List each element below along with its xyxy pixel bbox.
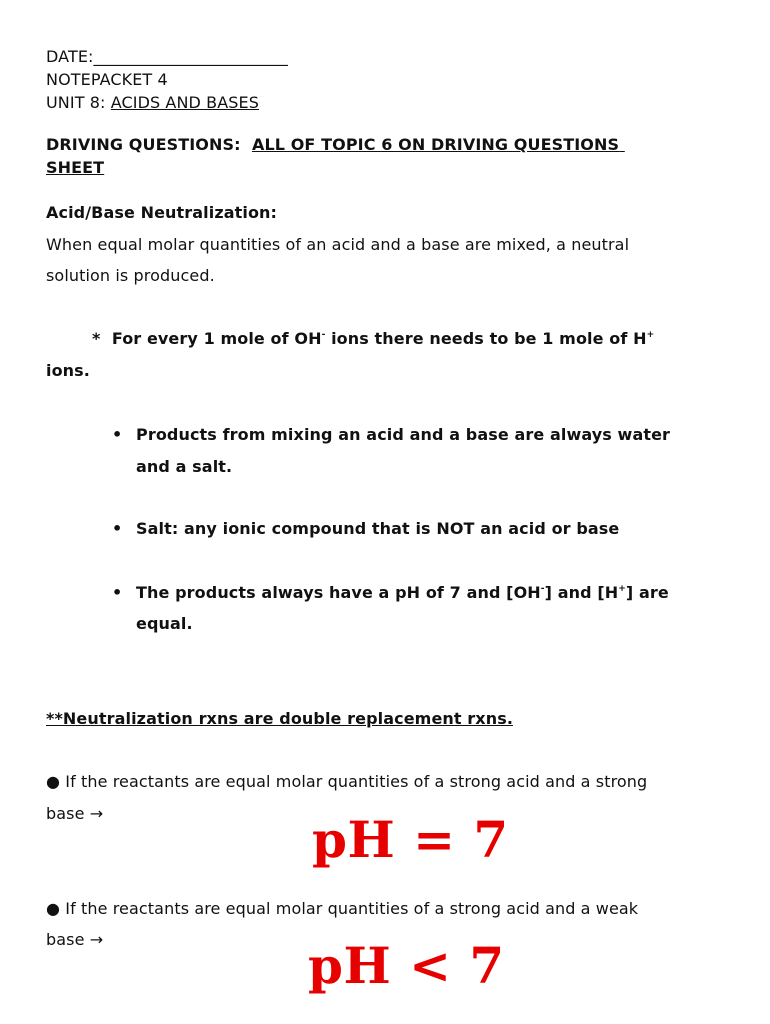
bullet-icon: •	[112, 583, 123, 602]
mole-ratio-note-cont: ions.	[46, 361, 90, 380]
section-body-line1: When equal molar quantities of an acid and a base are mixed, a neutral	[46, 235, 630, 254]
bullet-icon: •	[112, 519, 123, 538]
case-strong-weak-line2: base →	[46, 930, 104, 949]
bullet-products-line1: Products from mixing an acid and a base are always water	[136, 425, 671, 444]
driving-questions-line	[46, 135, 625, 154]
neutralization-heading: **Neutralization rxns are double replacement rxns.	[46, 709, 514, 728]
case-strong-strong-line1: ● If the reactants are equal molar quantities of a strong acid and a strong	[46, 772, 648, 791]
unit-prefix: UNIT 8:	[46, 93, 111, 112]
bullet-salt: Salt: any ionic compound that is NOT an acid or base	[136, 519, 620, 538]
driving-questions-link-cont: SHEET	[46, 158, 105, 177]
section-heading: Acid/Base Neutralization:	[46, 203, 278, 222]
black-circle-icon: ●	[46, 772, 61, 791]
driving-questions-link: ALL OF TOPIC 6 ON DRIVING QUESTIONS	[251, 135, 620, 154]
bullet-products-line2: and a salt.	[136, 457, 233, 476]
bullet-ph-line1: The products always have a pH of 7 and [OH-] and [H+] are	[136, 583, 669, 602]
unit-line	[46, 93, 259, 112]
ph-equals-7-result: pH = 7	[312, 810, 509, 869]
bullet-ph-line2: equal.	[136, 614, 193, 633]
section-body-line2: solution is produced.	[46, 266, 215, 285]
case-strong-weak-line1: ● If the reactants are equal molar quantities of a strong acid and a weak	[46, 899, 639, 918]
ph-less-than-7-result: pH < 7	[308, 936, 505, 995]
date-blank[interactable]: ________________________	[93, 47, 288, 66]
black-circle-icon: ●	[46, 899, 61, 918]
bullet-icon: •	[112, 425, 123, 444]
driving-questions-label: DRIVING QUESTIONS:	[46, 135, 241, 154]
date-label: DATE:	[46, 47, 94, 66]
notepacket-title: NOTEPACKET 4	[46, 70, 168, 89]
unit-title: ACIDS AND BASES	[110, 93, 259, 112]
case-strong-strong-line2: base →	[46, 804, 104, 823]
star-glyph: *	[92, 329, 101, 348]
mole-ratio-note: * For every 1 mole of OH- ions there needs to be 1 mole of H+	[92, 329, 655, 348]
date-line	[46, 47, 288, 66]
